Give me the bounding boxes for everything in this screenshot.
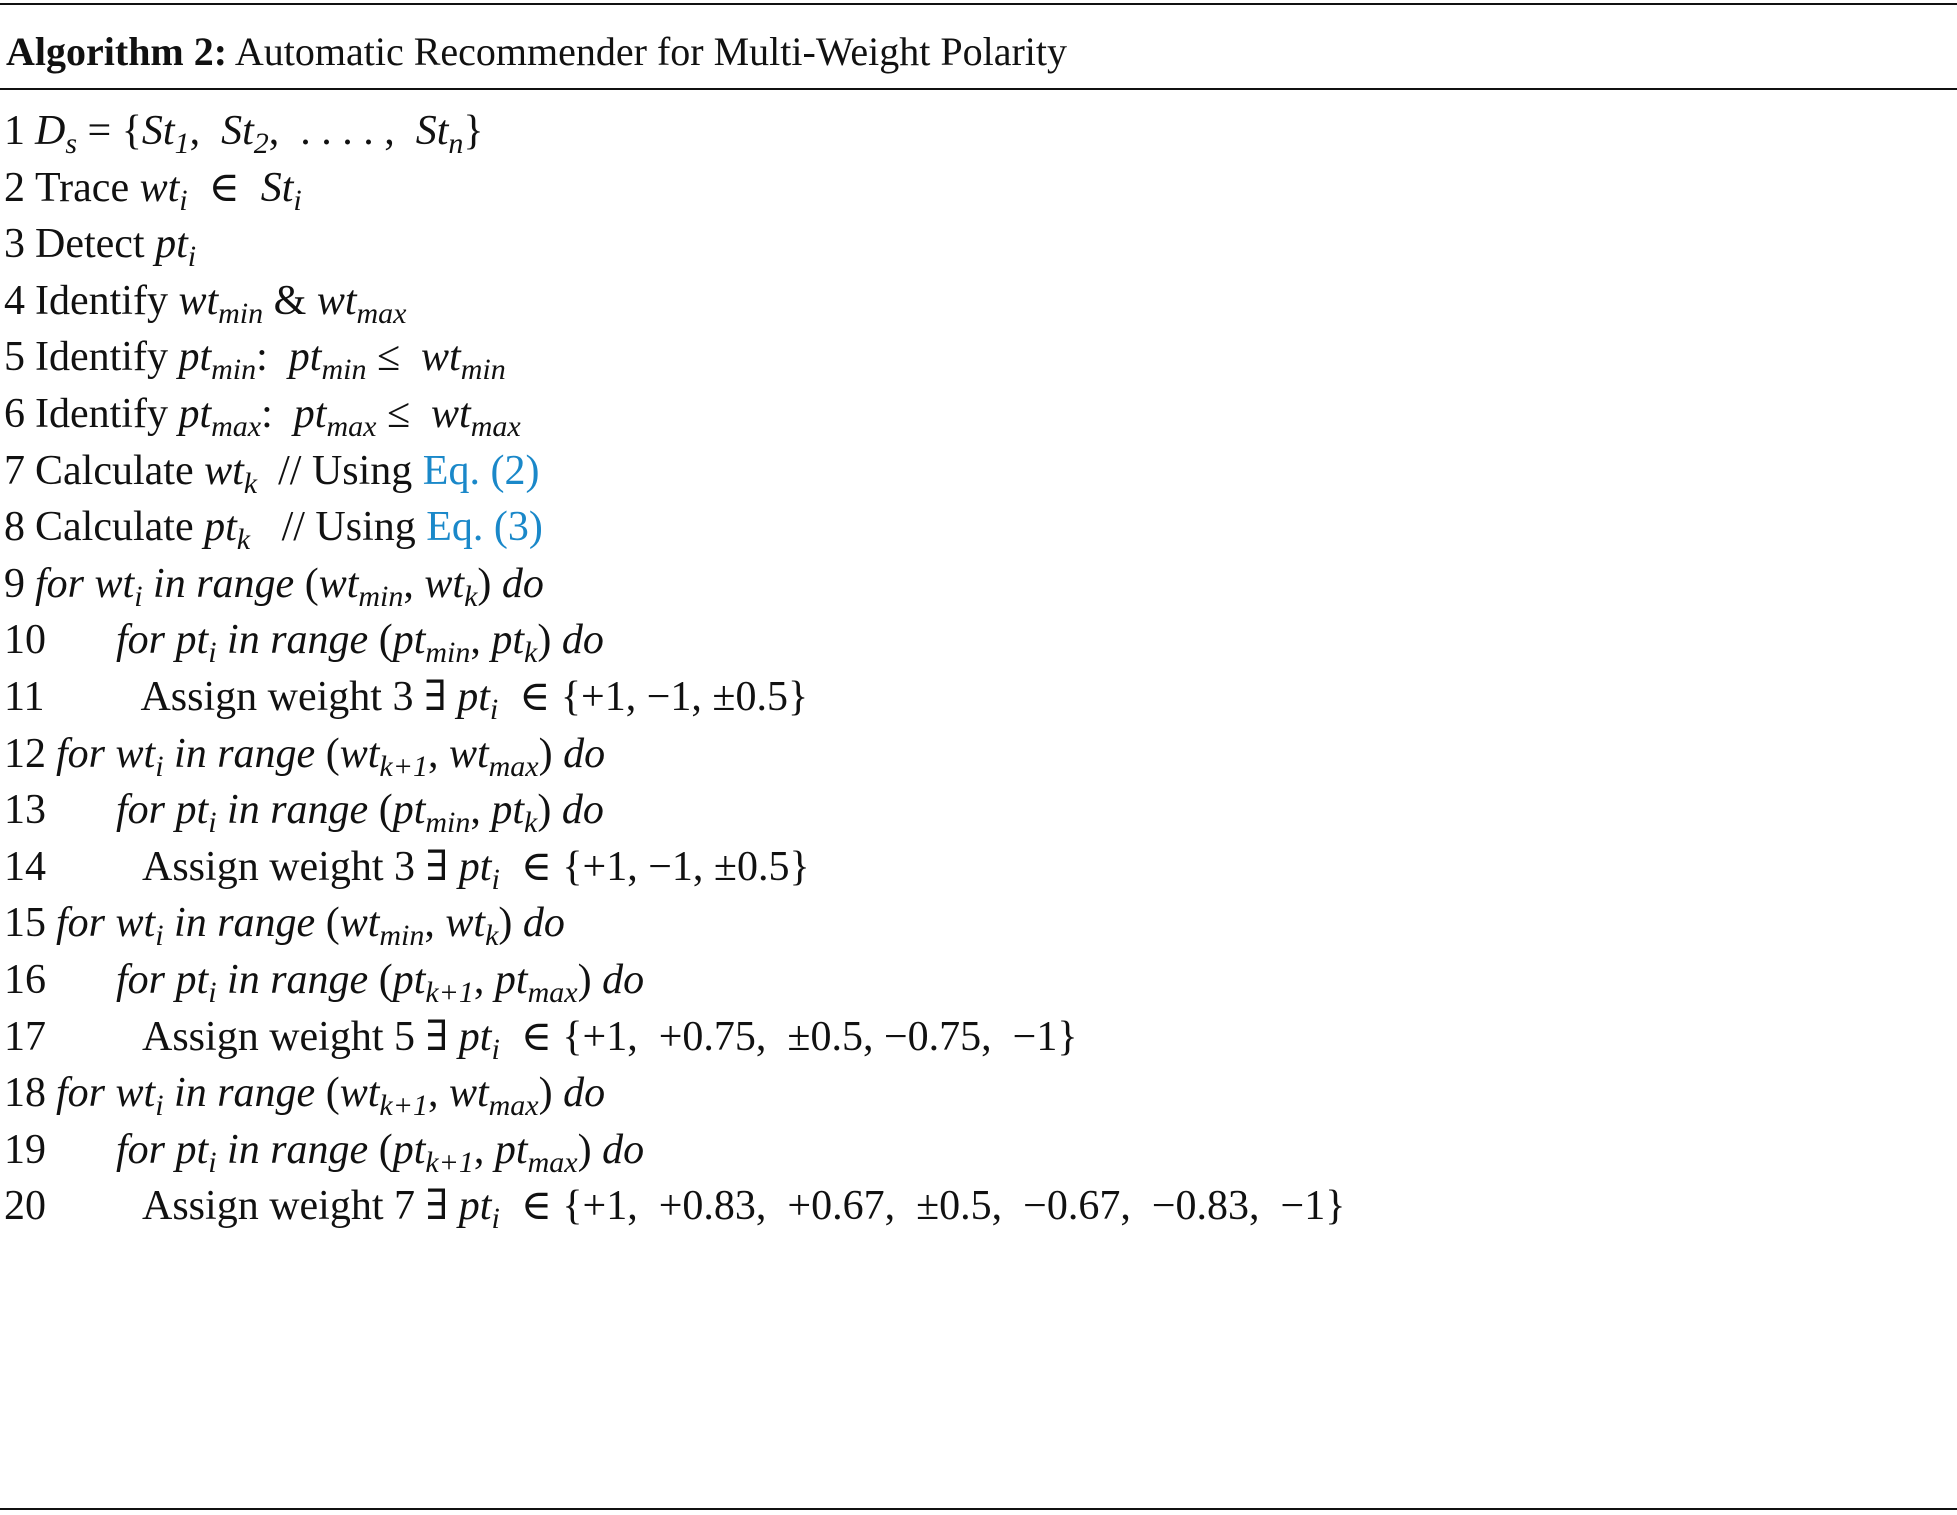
subscript: i (155, 749, 164, 783)
line-number: 18 (4, 1070, 46, 1117)
line-content (142, 1183, 1346, 1236)
math-term: wt (424, 560, 465, 607)
line-content (116, 617, 604, 670)
math-term: do (563, 1070, 606, 1117)
line-number: 14 (4, 843, 46, 890)
equation-link[interactable]: Eq. (3) (426, 504, 543, 551)
subscript: k (524, 636, 538, 670)
line-number: 1 (4, 108, 25, 154)
subscript: max (470, 410, 521, 443)
line-number: 9 (4, 560, 25, 607)
text-run: ( (378, 1126, 393, 1173)
math-term: pt (458, 1183, 492, 1230)
subscript: i (208, 806, 217, 840)
line-number: 7 (4, 447, 25, 494)
math-term: wt (339, 730, 380, 777)
text-run: ) (577, 1126, 603, 1173)
line-number: 16 (4, 957, 46, 1003)
math-term: pt (392, 1126, 426, 1173)
math-term: wt (339, 1070, 380, 1117)
math-term: for wt (56, 730, 156, 777)
subscript: i (208, 1145, 217, 1179)
math-term: for pt (116, 617, 209, 664)
subscript: min (358, 579, 404, 613)
subscript: min (211, 353, 257, 387)
math-term: for wt (56, 900, 156, 947)
math-term: wt (318, 560, 359, 607)
subscript: k (243, 466, 258, 500)
subscript: min (321, 353, 367, 387)
subscript: i (155, 919, 164, 953)
math-term: do (561, 787, 604, 834)
math-term: St (221, 108, 254, 154)
math-term: pt (457, 674, 490, 720)
text-run: , (473, 1126, 495, 1173)
line-number: 5 (4, 334, 25, 381)
top-rule (0, 3, 1957, 5)
line-content (35, 447, 540, 500)
text-run: Assign weight 7 ∃ (142, 1183, 459, 1230)
subscript: max (527, 1145, 578, 1179)
math-term: pt (204, 504, 237, 551)
math-term: do (602, 1126, 645, 1173)
text-run: , . . . . , (268, 108, 416, 154)
line-number: 2 (4, 164, 25, 211)
math-term: pt (178, 391, 212, 437)
math-term: in range (216, 1126, 379, 1173)
text-run: ) (577, 957, 603, 1003)
math-term: wt (448, 1070, 489, 1117)
text-run: , (189, 108, 222, 154)
text-run: , (403, 560, 425, 607)
line-content (35, 334, 506, 387)
subscript: min (425, 806, 471, 840)
subscript: i (187, 240, 197, 274)
math-term: in range (216, 617, 379, 664)
math-term: wt (204, 447, 244, 494)
text-run: Calculate (35, 504, 205, 551)
line-number: 11 (4, 674, 45, 720)
subscript: min (425, 636, 471, 670)
subscript: max (527, 976, 578, 1009)
text-run: Identify (35, 334, 179, 381)
math-term: pt (494, 957, 528, 1003)
text-run: ) (537, 617, 562, 664)
line-number: 6 (4, 391, 25, 437)
math-term: for pt (116, 957, 209, 1003)
line-content (142, 843, 810, 896)
line-content (140, 674, 809, 726)
text-run: ∈ {+1, −1, ±0.5} (498, 674, 809, 720)
equation-link[interactable]: Eq. (2) (422, 447, 540, 494)
math-term: D (35, 108, 66, 154)
subscript: i (134, 579, 143, 613)
text-run: ) (498, 900, 523, 947)
math-term: St (141, 108, 175, 154)
subscript: i (491, 1032, 500, 1066)
line-content (116, 1126, 645, 1179)
math-term: pt (392, 787, 426, 834)
bottom-rule (0, 1508, 1957, 1510)
text-run: ) (477, 560, 502, 607)
math-term: St (260, 164, 294, 211)
subscript: max (211, 410, 262, 443)
text-run: ≤ (366, 334, 422, 381)
line-number: 8 (4, 504, 25, 551)
line-content (35, 221, 197, 274)
math-term: wt (421, 334, 461, 381)
math-term: pt (392, 957, 426, 1003)
subscript: i (293, 183, 302, 217)
text-run: , (427, 730, 449, 777)
text-run: Detect (35, 221, 156, 268)
subscript: max (356, 296, 407, 330)
subscript: i (179, 183, 188, 217)
text-run: , (470, 787, 492, 834)
subscript: 1 (174, 127, 190, 160)
line-content (35, 504, 543, 557)
subscript: k+1 (379, 1089, 428, 1123)
subscript: min (460, 353, 506, 387)
math-term: pt (178, 334, 212, 381)
line-number: 17 (4, 1013, 46, 1060)
subscript: s (65, 127, 78, 160)
text-run: ≤ (376, 391, 431, 437)
subscript: k (485, 919, 499, 953)
math-term: do (602, 957, 645, 1003)
text-run: Calculate (35, 447, 205, 494)
text-run: ( (304, 560, 319, 607)
subscript: k+1 (379, 749, 428, 783)
line-content (35, 108, 484, 160)
text-run: Identify (35, 391, 179, 437)
text-run: ( (325, 730, 340, 777)
math-term: do (563, 730, 606, 777)
text-run: & (263, 277, 317, 324)
text-run: Trace (35, 164, 140, 211)
math-term: St (415, 108, 449, 154)
math-term: for pt (116, 1126, 209, 1173)
subscript: n (448, 127, 464, 160)
math-term: pt (491, 787, 525, 834)
text-run: ( (325, 1070, 340, 1117)
line-content (35, 277, 407, 330)
math-term: pt (458, 1013, 492, 1060)
text-run: , (424, 900, 446, 947)
math-term: pt (155, 221, 188, 268)
math-term: wt (448, 730, 489, 777)
math-term: for wt (35, 560, 135, 607)
line-content (56, 1070, 606, 1123)
math-term: pt (491, 617, 525, 664)
header-rule (0, 88, 1957, 90)
text-run: Assign weight 3 ∃ (142, 843, 459, 890)
subscript: k (464, 579, 478, 613)
line-number: 20 (4, 1183, 46, 1230)
subscript: k (236, 523, 251, 557)
subscript: i (208, 976, 217, 1009)
math-term: do (561, 617, 604, 664)
text-run: } (463, 108, 484, 154)
line-content (35, 164, 302, 217)
math-term: pt (458, 843, 492, 890)
math-term: do (501, 560, 544, 607)
math-term: in range (163, 1070, 326, 1117)
line-number: 4 (4, 277, 25, 324)
subscript: k+1 (425, 976, 474, 1009)
math-term: wt (139, 164, 180, 211)
subscript: i (491, 1202, 500, 1236)
math-term: in range (216, 957, 379, 1003)
math-term: pt (392, 617, 426, 664)
subscript: i (489, 693, 499, 726)
line-content (116, 787, 604, 840)
text-run: ∈ {+1, +0.83, +0.67, ±0.5, −0.67, −0.83, −1} (499, 1183, 1346, 1230)
text-run: : (261, 391, 294, 437)
subscript: i (491, 862, 500, 896)
line-content (56, 730, 606, 783)
math-term: in range (142, 560, 305, 607)
text-run: ) (537, 787, 562, 834)
math-term: for pt (116, 787, 209, 834)
math-term: wt (445, 900, 486, 947)
math-term: pt (494, 1126, 528, 1173)
subscript: max (488, 1089, 539, 1123)
line-content (116, 957, 645, 1009)
text-run: ( (378, 787, 393, 834)
subscript: i (208, 636, 217, 670)
math-term: wt (316, 277, 357, 324)
text-run: = { (77, 108, 142, 154)
algorithm-title: Automatic Recommender for Multi-Weight Polarity (234, 29, 1068, 74)
math-term: wt (431, 391, 471, 437)
text-run: ( (325, 900, 340, 947)
subscript: i (155, 1089, 164, 1123)
line-number: 15 (4, 900, 46, 947)
text-run: ) (538, 730, 564, 777)
text-run: , (470, 617, 492, 664)
math-term: in range (216, 787, 379, 834)
line-content (35, 391, 521, 443)
math-term: pt (288, 334, 322, 381)
math-term: wt (178, 277, 219, 324)
math-term: wt (339, 900, 380, 947)
line-content (35, 560, 544, 613)
line-number: 12 (4, 730, 46, 777)
subscript: 2 (253, 127, 269, 160)
subscript: k (524, 806, 538, 840)
line-number: 10 (4, 617, 46, 664)
text-run: Assign weight 5 ∃ (142, 1013, 459, 1060)
text-run: ∈ {+1, −1, ±0.5} (499, 843, 810, 890)
math-term: for wt (56, 1070, 156, 1117)
text-run: , (473, 957, 495, 1003)
text-run: // Using (257, 447, 423, 494)
text-run: ∈ {+1, +0.75, ±0.5, −0.75, −1} (499, 1013, 1078, 1060)
line-content (142, 1013, 1078, 1066)
line-content (56, 900, 565, 953)
line-number: 13 (4, 787, 46, 834)
math-term: in range (163, 900, 326, 947)
algorithm-line (0, 1175, 1957, 1246)
text-run: ( (378, 617, 393, 664)
math-term: do (522, 900, 565, 947)
text-run: ) (538, 1070, 564, 1117)
subscript: max (488, 749, 539, 783)
math-term: pt (293, 391, 327, 437)
subscript: k+1 (425, 1145, 474, 1179)
text-run: Assign weight 3 ∃ (140, 674, 458, 720)
text-run: , (427, 1070, 449, 1117)
math-term: in range (163, 730, 326, 777)
algorithm-caption (6, 24, 1067, 80)
text-run: : (256, 334, 289, 381)
subscript: max (326, 410, 377, 443)
algorithm-label: Algorithm 2: (6, 29, 228, 74)
line-number: 3 (4, 221, 25, 268)
line-number: 19 (4, 1126, 46, 1173)
subscript: min (218, 296, 264, 330)
subscript: min (379, 919, 425, 953)
text-run: // Using (250, 504, 427, 551)
text-run: ∈ (187, 164, 261, 211)
text-run: ( (378, 957, 393, 1003)
text-run: Identify (35, 277, 179, 324)
